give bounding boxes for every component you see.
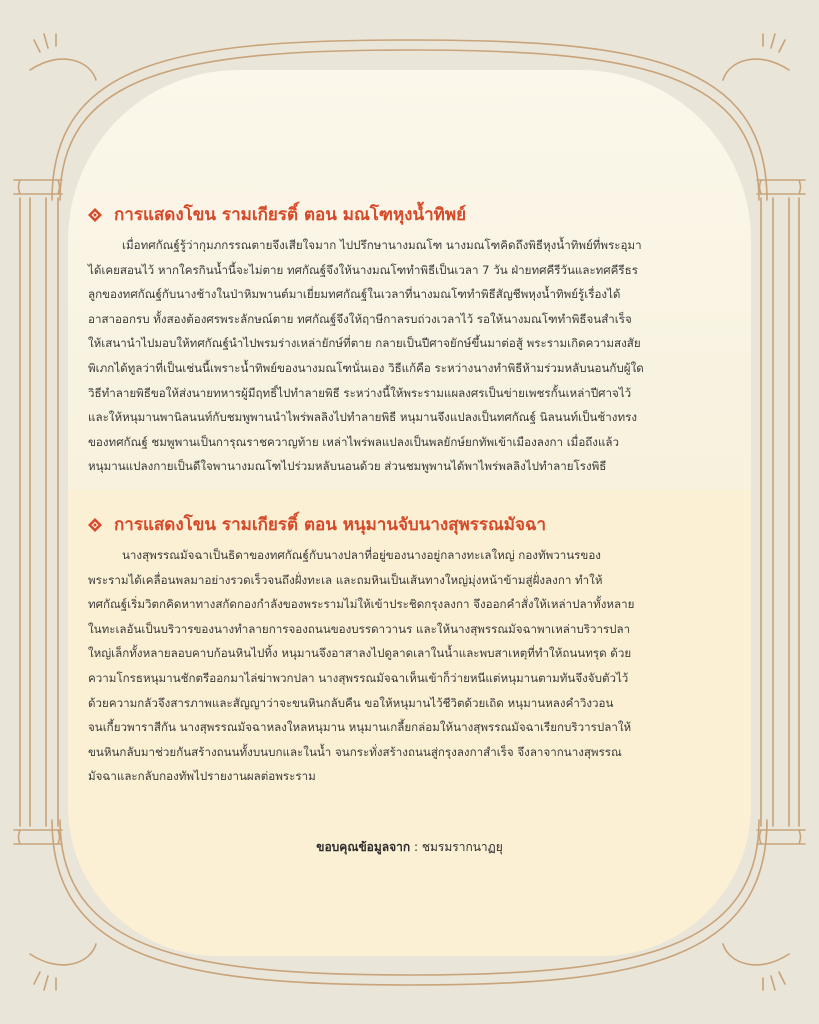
body-line: พิเภกได้ทูลว่าที่เป็นเช่นนี้เพราะน้ำทิพย์ของนางมณโฑนั่นเอง วิธีแก้คือ ระหว่างนางทำพิธีห้ามร่วมหลับนอนกับผู้ใด <box>88 360 644 375</box>
body-line: ทศกัณฐ์เริ่มวิตกคิดหาทางสกัดกองกำลังของพระรามไม่ให้เข้าประชิดกรุงลงกา จึงออกคำสั่งให้เหล่าปลาทั้งหลาย <box>88 597 635 612</box>
body-line: หนุมานแปลงกายเป็นดีใจพานางมณโฑไปร่วมหลับนอนด้วย ส่วนชมพูพานได้พาไพร่พลลิงไปทำลายโรงพิธี <box>88 459 607 474</box>
diamond-ornament-icon <box>88 518 102 532</box>
body-line: จนเกี้ยวพาราสีกัน นางสุพรรณมัจฉาหลงใหลหนุมาน หนุมานเกลี้ยกล่อมให้นางสุพรรณมัจฉาเรียกบริวารปลาให้ <box>88 720 632 735</box>
body-line: อาสาออกรบ ทั้งสองต้องศรพระลักษณ์ตาย ทศกัณฐ์จึงให้ฤาษีกาลรบถ่วงเวลาไว้ รอให้นางมณโฑทำพิธีจนสำเร็จ <box>88 311 632 326</box>
diamond-ornament-icon <box>88 208 102 222</box>
credit-separator: : <box>410 840 422 854</box>
body-line: เมื่อทศกัณฐ์รู้ว่ากุมภกรรณตายจึงเสียใจมาก ไปปรึกษานางมณโฑ นางมณโฑคิดถึงพิธีหุงน้ำทิพย์ที่พระอุมา <box>122 238 642 252</box>
credit-label: ขอบคุณข้อมูลจาก <box>316 840 411 854</box>
body-line: ด้วยความกลัวจึงสารภาพและสัญญาว่าจะขนหินกลับคืน ขอให้หนุมานไว้ชีวิตด้วยเถิด หนุมานหลงคำวิงวอน <box>88 695 614 710</box>
body-line: วิธีทำลายพิธีขอให้ส่งนายทหารผู้มีฤทธิ์ไปทำลายพิธี ระหว่างนี้ให้พระรามแผลงศรเป็นข่ายเพชรกั้นเหล่าปีศาจไว้ <box>88 385 632 400</box>
section-title: การแสดงโขน รามเกียรติ์ ตอน มณโฑหุงน้ำทิพย์ <box>114 205 467 225</box>
body-line: มัจฉาและกลับกองทัพไปรายงานผลต่อพระราม <box>88 769 316 784</box>
body-line: ความโกรธหนุมานชักตรีออกมาไล่ฆ่าพวกปลา นางสุพรรณมัจฉาเห็นเข้าก็ว่ายหนีแต่หนุมานตามทันจึงจับตัวไว้ <box>88 670 629 685</box>
section-khon-montho <box>88 203 738 479</box>
section-heading <box>88 513 738 537</box>
source-credit <box>0 838 819 857</box>
body-line: พระรามได้เคลื่อนพลมาอย่างรวดเร็วจนถึงฝั่งทะเล และถมหินเป็นเส้นทางใหญ่มุ่งหน้าข้ามสู่ฝั่งลงกา ทำให้ <box>88 572 603 587</box>
body-line: ขนหินกลับมาช่วยกันสร้างถนนทั้งบนบกและในน้ำ จนกระทั่งสร้างถนนสู่กรุงลงกาสำเร็จ จึงลาจากนางสุพรรณ <box>88 744 622 759</box>
credit-source: ชมรมรากนาฏยุ <box>421 840 503 854</box>
body-line: ให้เสนานำไปมอบให้ทศกัณฐ์นำไปพรมร่างเหล่ายักษ์ที่ตาย กลายเป็นปีศาจยักษ์ขึ้นมาต่อสู้ พระรามเกิดความสงสัย <box>88 336 641 351</box>
section-body <box>88 233 738 479</box>
body-line: ได้เคยสอนไว้ หากใครกินน้ำนี้จะไม่ตาย ทศกัณฐ์จึงให้นางมณโฑทำพิธีเป็นเวลา 7 วัน ฝ่ายทศคีรีวันและทศคีรีธร <box>88 262 638 277</box>
section-heading <box>88 203 738 227</box>
section-khon-suphanmatcha <box>88 513 738 789</box>
body-line: ในทะเลอันเป็นบริวารของนางทำลายการจองถนนของบรรดาวานร และให้นางสุพรรณมัจฉาพาเหล่าบริวารปลา <box>88 621 631 636</box>
body-line: ใหญ่เล็กทั้งหลายลอบคาบก้อนหินไปทิ้ง หนุมานจึงอาสาลงไปดูลาดเลาในน้ำและพบสาเหตุที่ทำให้ถนนทรุด ด้วย <box>88 646 632 661</box>
body-line: ลูกของทศกัณฐ์กับนางช้างในป่าหิมพานต์มาเยี่ยมทศกัณฐ์ในเวลาที่นางมณโฑทำพิธีสัญชีพหุงน้ำทิพย์รู้เรื่องได้ <box>88 287 621 302</box>
section-body <box>88 543 738 789</box>
body-line: นางสุพรรณมัจฉาเป็นธิดาของทศกัณฐ์กับนางปลาที่อยู่ของนางอยู่กลางทะเลใหญ่ กองทัพวานรของ <box>122 548 601 562</box>
section-title: การแสดงโขน รามเกียรติ์ ตอน หนุมานจับนางสุพรรณมัจฉา <box>114 515 547 535</box>
body-line: ของทศกัณฐ์ ชมพูพานเป็นการุณราชควาญท้าย เหล่าไพร่พลแปลงเป็นพลยักษ์ยกทัพเข้าเมืองลงกา เมื่อถึงแล้ว <box>88 434 620 449</box>
body-line: และให้หนุมานพานิลนนท์กับชมพูพานนำไพร่พลลิงไปทำลายพิธี หนุมานจึงแปลงเป็นทศกัณฐ์ นิลนนท์เป็นช้างทรง <box>88 410 637 425</box>
